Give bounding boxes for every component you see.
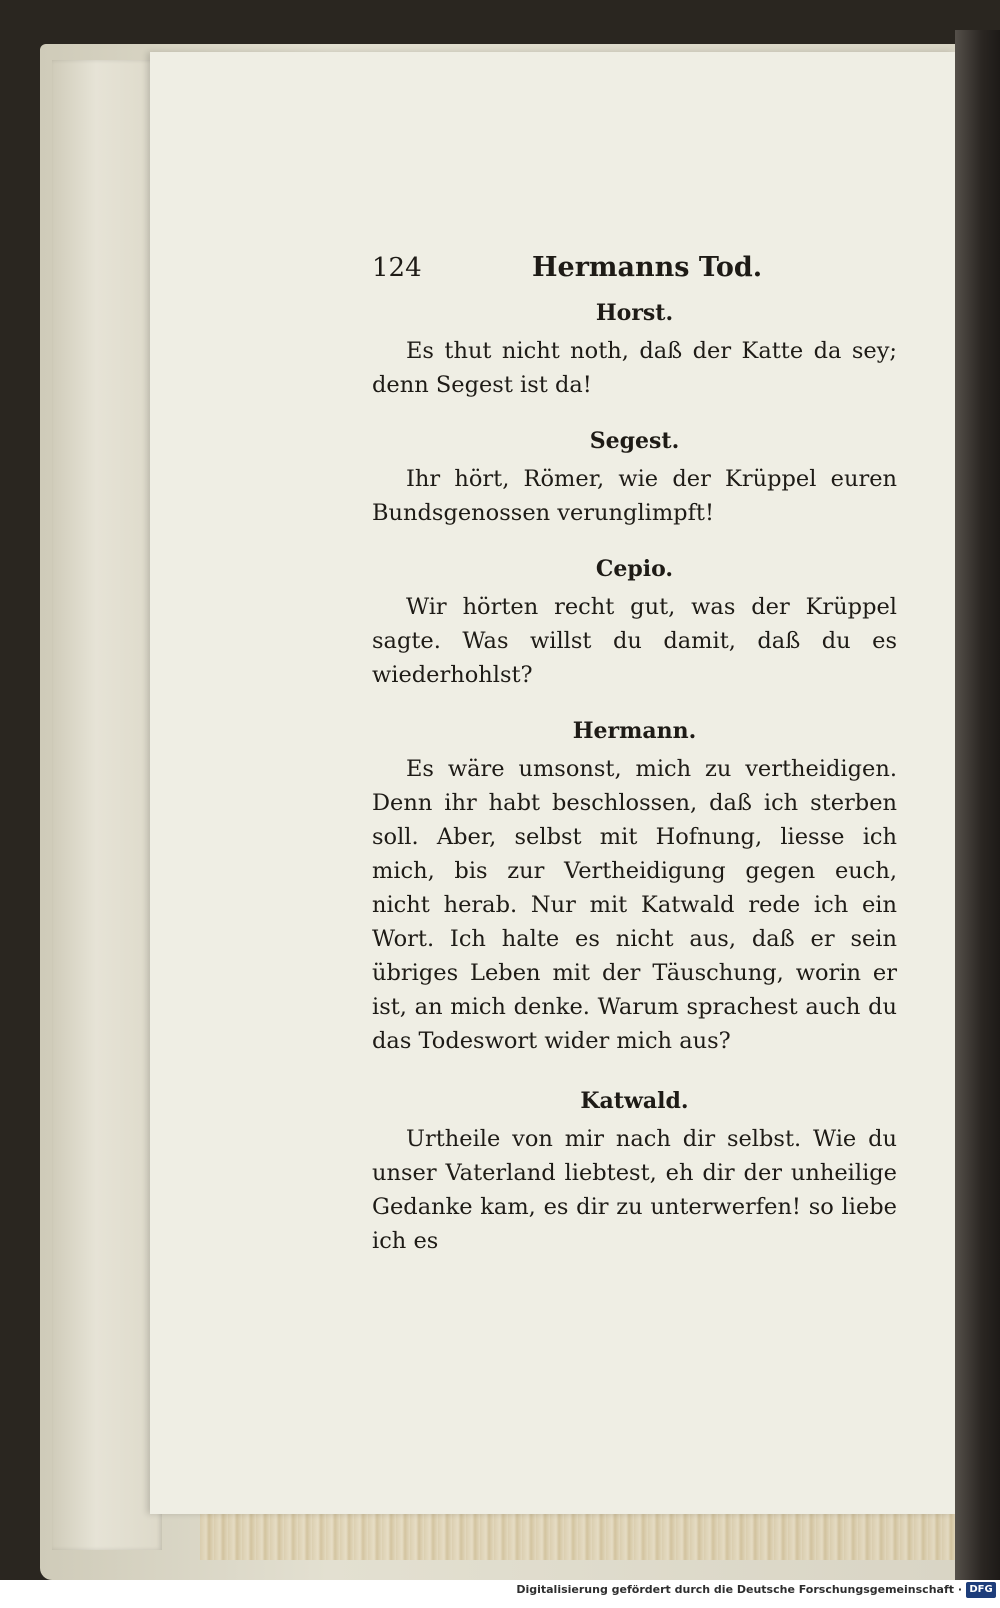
speaker-name: Cepio. [595, 556, 674, 582]
speech-text: Es wäre umsonst, mich zu vertheidigen. Denn ihr habt beschlossen, daß ich sterben soll. Aber, selbst mit Hofnung, liesse ich mich, bis zur Vertheidigung gegen euch, nicht herab. Nur mit Katwald rede ich ein Wort. Ich halte es nicht aus, daß er sein übriges Leben mit der Täuschung, worin er ist, an mich denke. Warum sprachest auch du das Todeswort wider mich aus? [372, 756, 897, 1054]
speaker-name: Segest. [589, 428, 680, 454]
speech-text: Wir hörten recht gut, was der Krüppel sagte. Was willst du damit, daß du es wiederhohlst? [372, 594, 897, 688]
page-text-block [372, 252, 897, 1258]
speech-text: Urtheile von mir nach dir selbst. Wie du unser Vaterland liebtest, eh dir der unheilige Gedanke kam, es dir zu unterwerfen! so liebe ich es [372, 1126, 897, 1254]
speech-text: Ihr hört, Römer, wie der Krüppel euren Bundsgenossen verunglimpft! [372, 466, 897, 526]
book-binding [955, 30, 1000, 1580]
page-header [372, 252, 897, 294]
speaker-name: Katwald. [580, 1088, 689, 1114]
page-left-edge [52, 60, 162, 1550]
funding-credit: Digitalisierung gefördert durch die Deutsche Forschungsgemeinschaft · [516, 1583, 962, 1596]
dfg-logo-icon: DFG [966, 1582, 996, 1598]
speaker-name: Hermann. [572, 718, 697, 744]
page-number: 124 [372, 253, 422, 283]
speaker-name: Horst. [595, 300, 674, 326]
speech-text: Es thut nicht noth, daß der Katte da sey; denn Segest ist da! [372, 338, 897, 398]
running-title: Hermanns Tod. [532, 252, 763, 283]
